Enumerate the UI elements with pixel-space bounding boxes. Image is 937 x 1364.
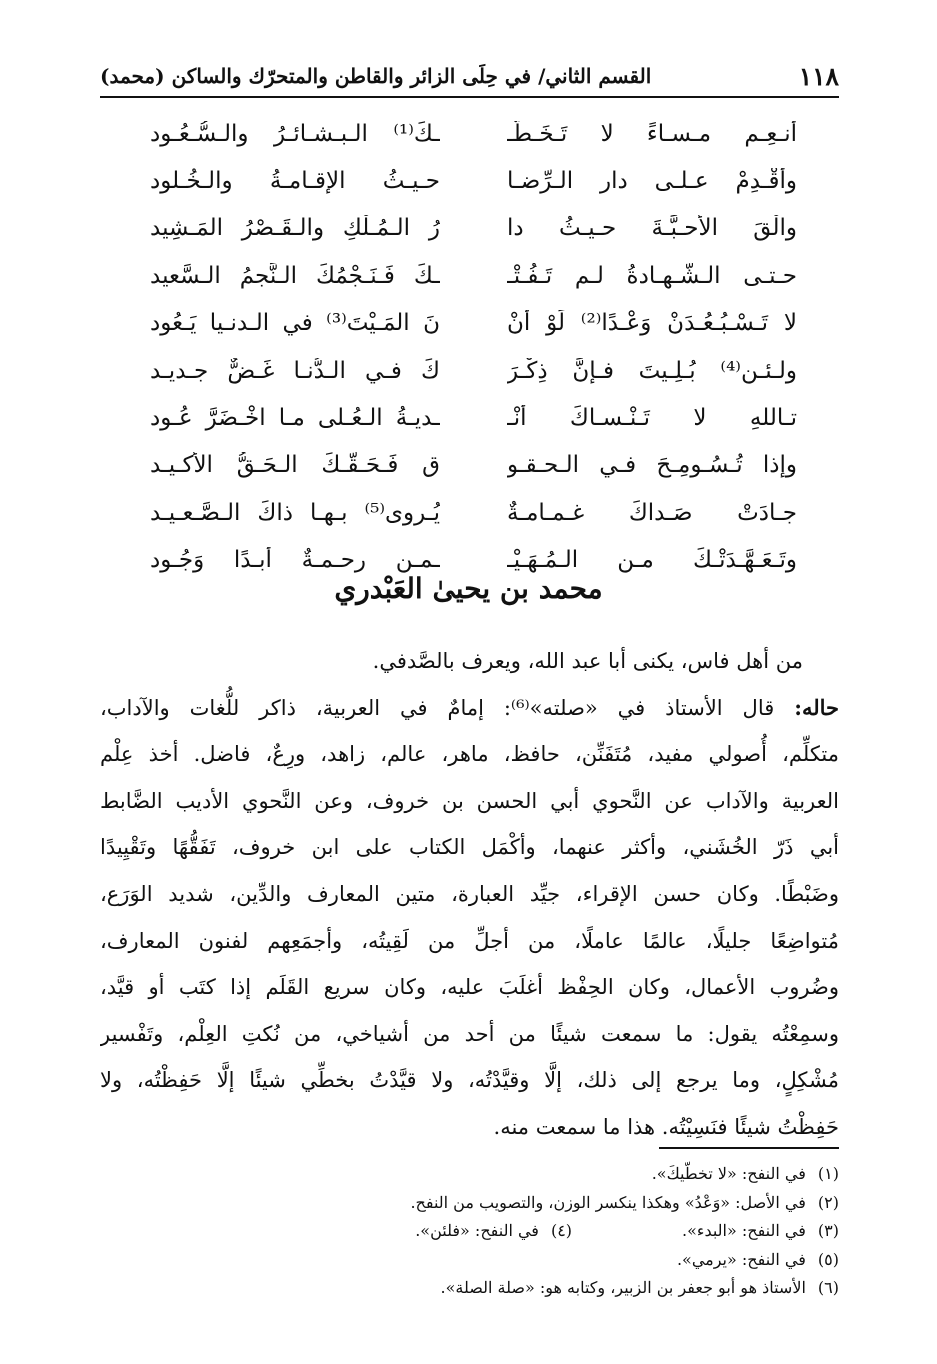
verse — [150, 252, 797, 299]
poem — [150, 110, 797, 584]
first-hemistich: أنـعِـم مـسـاءً لا تَـخَـطَّـ — [507, 120, 797, 147]
verse — [150, 157, 797, 204]
footnote-number: (٥) — [817, 1249, 839, 1269]
text-line: وضَبْطًا. وكان حسن الإقراء، جيِّد العبارة، متين المعارف والدِّين، شديد الوَرَع، — [100, 881, 839, 906]
section-lead: حاله: — [794, 694, 839, 720]
verse — [150, 489, 797, 536]
biography-text — [100, 638, 839, 1151]
text-line: وسمِعْتُه يقول: ما سمعت شيئًا من أحد من أشياخي، من نُكتِ العِلْم، وتَفْسير — [100, 1021, 839, 1046]
second-hemistich: ـكَ⁽¹⁾ الـبـشـائـرُ والـسُّـعُـود — [150, 120, 440, 147]
footnote-gap — [572, 1217, 682, 1246]
text-line: متكلِّم، أُصولي مفيد، مُتَفَنِّن، حافظ، ماهر، عالم، زاهد، ورِعٌ، فاضل. أخذ عِلْم — [100, 742, 839, 767]
verse — [150, 347, 797, 394]
first-hemistich: والْقَ الأحـبَّـةَ حـيـثُ دا — [507, 215, 797, 242]
first-hemistich: وتَـعَـهَّـدَتْـكَ مـن الـمُـهَـيْـ — [507, 547, 797, 574]
first-hemistich: تـاللهِ لا تَـنْـسـاكَ أنْـ — [507, 405, 797, 432]
footnote-text: الأستاذ هو أبو جعفر بن الزبير، وكتابه هو: «صلة الصلة». — [440, 1278, 806, 1298]
text-line: حَفِظْتُ شيئًا فنَسِيْتُه. هذا ما سمعت منه. — [493, 1114, 839, 1139]
footnote-text: في النفح: «البدء». — [682, 1221, 806, 1241]
first-hemistich: حـتـى الـشَّـهـادةُ لـم تَـفُـتْـ — [507, 262, 797, 289]
footnote-text: في النفح: «يرمي». — [676, 1249, 806, 1269]
second-hemistich: رُ الـمُـلْكِ والـقَـصْرُ المَـشِيد — [150, 215, 440, 242]
footnote-rule — [659, 1147, 839, 1149]
intro-line: من أهل فاس، يكنى أبا عبد الله، ويعرف بالصَّدفي. — [372, 649, 803, 673]
first-hemistich: جـادَتْ صَـداكَ غـمـامـةٌ — [507, 499, 797, 526]
footnote — [100, 1274, 839, 1303]
section-title: محمد بن يحيىٰ العَبْدري — [334, 572, 603, 605]
text-line: وضُروب الأعمال، وكان الحِفْظ أغلَبَ عليه، وكان سريع القَلَم إذا كتَب أو قيَّد، — [100, 975, 839, 1000]
second-hemistich: ـكَ فَـنَـجْمُكَ الـنَّجمُ الـسَّعيد — [150, 262, 440, 289]
second-hemistich: حـيـثُ الإقـامـةُ والـخُـلود — [150, 168, 440, 195]
text-line: مُشْكِلٍ، وما يرجع إلى ذلك، إلَّا وقيَّدْتُه، ولا قيَّدْتُ بخطِّي شيئًا إلَّا حَفِظْتُه، ولا — [100, 1068, 839, 1093]
text-line — [100, 685, 839, 732]
second-hemistich: كَ فـي الـدُّنـا غَـضٌّ جـديـد — [150, 357, 440, 384]
footnote-number: (٤) — [550, 1221, 573, 1241]
footnote — [100, 1217, 839, 1246]
text-line: أبي ذَرّ الخُشَني، وأكثر عنهما، وأكْمَل الكتاب على ابن خروف، تَفَقُّهًا وتَقْيِيدًا — [100, 835, 839, 860]
footnote-number: (٢) — [817, 1192, 839, 1212]
second-hemistich: قِ فَـحَـقُّـكَ الـحَـقُّ الأكـيـد — [150, 452, 440, 479]
page-number: ١١٨ — [798, 61, 839, 91]
verse — [150, 394, 797, 441]
footnote-number: (٦) — [817, 1278, 839, 1298]
footnote — [100, 1160, 839, 1189]
second-hemistich: ـديـةُ الـعُـلى مـا اخْـضَرَّ عُـود — [150, 405, 440, 432]
first-hemistich: وإذا تُـسُـومِـحَ فـي الـحـقـو — [507, 452, 797, 479]
verse — [150, 300, 797, 347]
footnotes — [100, 1160, 839, 1303]
verse — [150, 110, 797, 157]
footnote-text: في الأصل: «وَعْدُ» وهكذا ينكسر الوزن، والتصويب من النفح. — [410, 1192, 806, 1212]
verse — [150, 442, 797, 489]
footnote-number: (١) — [817, 1164, 839, 1183]
text-line-content: قال الأستاذ في «صلته»⁽⁶⁾: إمامٌ في العربية، ذاكر للُّغات والآداب، — [100, 695, 775, 720]
footnote-number: (٣) — [817, 1221, 839, 1241]
first-hemistich: ولـئـن⁽⁴⁾ بُـلِـيتَ فـإنَّ ذِكْـرَ — [507, 357, 797, 384]
footnote — [100, 1189, 839, 1218]
running-title: القسم الثاني/ في حِلَى الزائر والقاطن والمتحرّك والساكن (محمد) — [100, 64, 652, 88]
second-hemistich: نَ المَـيْتَ⁽³⁾ في الـدنـيا يَـعُود — [150, 310, 440, 337]
page-header — [100, 56, 839, 98]
second-hemistich: ـمـن رحـمـةٌ أبـدًا وَجُـود — [150, 547, 440, 574]
text-line: العربية والآداب عن النَّحوي أبي الحسن بن خروف، وعن النَّحوي الأديب الضَّابط — [100, 788, 839, 813]
second-hemistich: يُـروى⁽⁵⁾ بـهـا ذاكَ الـصَّـعـيـد — [150, 499, 440, 526]
first-hemistich: وأَقْـدِمْ عـلـى دارِ الـرِّضـا — [507, 168, 797, 195]
footnote — [100, 1246, 839, 1275]
text-line: مُتواضِعًا جليلًا، عالمًا عاملًا، من أجلِّ من لَقِيتُه، وأجمَعِهم لفنون المعارف، — [100, 928, 839, 953]
footnote-text: في النفح: «لا تخطّيكَ». — [651, 1164, 806, 1183]
verse — [150, 205, 797, 252]
first-hemistich: لا تَـسْـبُـعُـدَنْ وَعْـدًا⁽²⁾ لَوْ أَنْ — [507, 310, 797, 337]
footnote-text: في النفح: «فلئن». — [415, 1221, 539, 1241]
